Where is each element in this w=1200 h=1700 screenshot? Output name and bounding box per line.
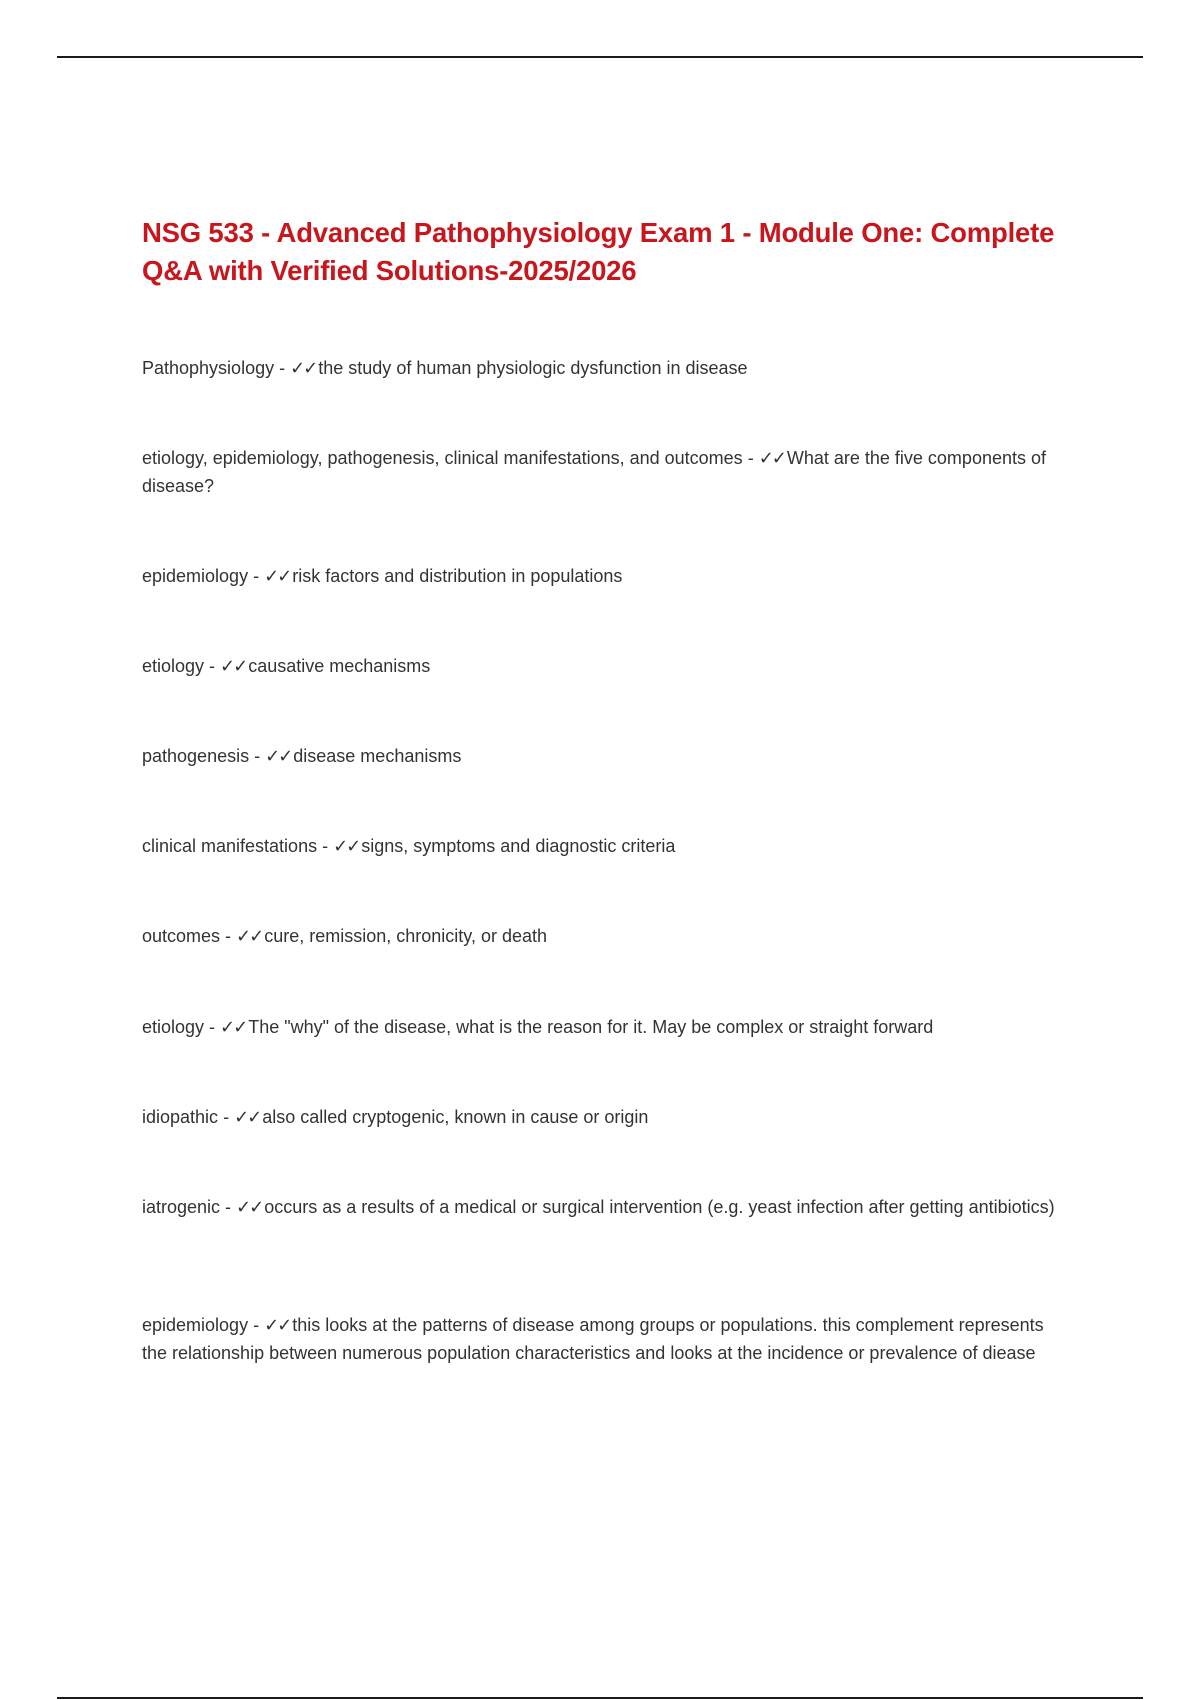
qa-item [142,562,1062,590]
qa-term: clinical manifestations [142,836,318,856]
qa-separator: - [220,1197,237,1217]
qa-item [142,1013,1062,1041]
qa-item [142,444,1062,500]
qa-separator: - [248,566,265,586]
qa-term: pathogenesis [142,746,250,766]
qa-separator: - [317,836,334,856]
qa-answer: also called cryptogenic, known in cause or origin [262,1107,649,1127]
qa-answer: signs, symptoms and diagnostic criteria [361,836,676,856]
qa-term: etiology [142,656,205,676]
qa-term: outcomes [142,926,221,946]
qa-answer: causative mechanisms [248,656,431,676]
document-title: NSG 533 - Advanced Pathophysiology Exam 1 - Module One: Complete Q&A with Verified Solutions-2025/2026 [142,217,1055,286]
qa-item [142,1193,1062,1221]
qa-answer: cure, remission, chronicity, or death [264,926,547,946]
qa-item [142,1311,1062,1367]
qa-term: iatrogenic [142,1197,221,1217]
qa-separator: - [218,1107,235,1127]
qa-term: idiopathic [142,1107,219,1127]
check-mark-icon: ✓✓ [758,448,785,468]
check-mark-icon: ✓✓ [290,358,317,378]
check-mark-icon: ✓✓ [234,1107,261,1127]
qa-term: Pathophysiology [142,358,275,378]
qa-separator: - [248,1315,265,1335]
qa-separator: - [274,358,291,378]
check-mark-icon: ✓✓ [265,746,292,766]
qa-separator: - [249,746,266,766]
qa-answer: the study of human physiologic dysfunction in disease [318,358,748,378]
check-mark-icon: ✓✓ [220,656,247,676]
qa-answer: occurs as a results of a medical or surgical intervention (e.g. yeast infection after getting antibiotics) [264,1197,1055,1217]
qa-answer: The "why" of the disease, what is the reason for it. May be complex or straight forward [248,1017,934,1037]
qa-item [142,832,1062,860]
qa-separator: - [204,656,221,676]
qa-item [142,354,1062,382]
qa-term: etiology, epidemiology, pathogenesis, clinical manifestations, and outcomes [142,448,743,468]
check-mark-icon: ✓✓ [264,1315,291,1335]
qa-term: epidemiology [142,566,249,586]
qa-answer: risk factors and distribution in populations [292,566,623,586]
check-mark-icon: ✓✓ [236,1197,263,1217]
qa-answer: What are the five components of disease? [142,448,1046,496]
qa-item [142,922,1062,950]
qa-separator: - [204,1017,221,1037]
qa-separator: - [220,926,237,946]
check-mark-icon: ✓✓ [333,836,360,856]
check-mark-icon: ✓✓ [264,566,291,586]
check-mark-icon: ✓✓ [220,1017,247,1037]
qa-item [142,742,1062,770]
qa-item [142,1103,1062,1131]
top-rule [57,56,1143,58]
qa-separator: - [742,448,759,468]
qa-term: etiology [142,1017,205,1037]
bottom-rule [57,1697,1143,1699]
qa-answer: disease mechanisms [293,746,462,766]
check-mark-icon: ✓✓ [236,926,263,946]
qa-answer: this looks at the patterns of disease among groups or populations. this complement represents the relationship between numerous population characteristics and looks at the incidence or prevalence of diease [142,1315,1044,1363]
qa-item [142,652,1062,680]
qa-term: epidemiology [142,1315,249,1335]
